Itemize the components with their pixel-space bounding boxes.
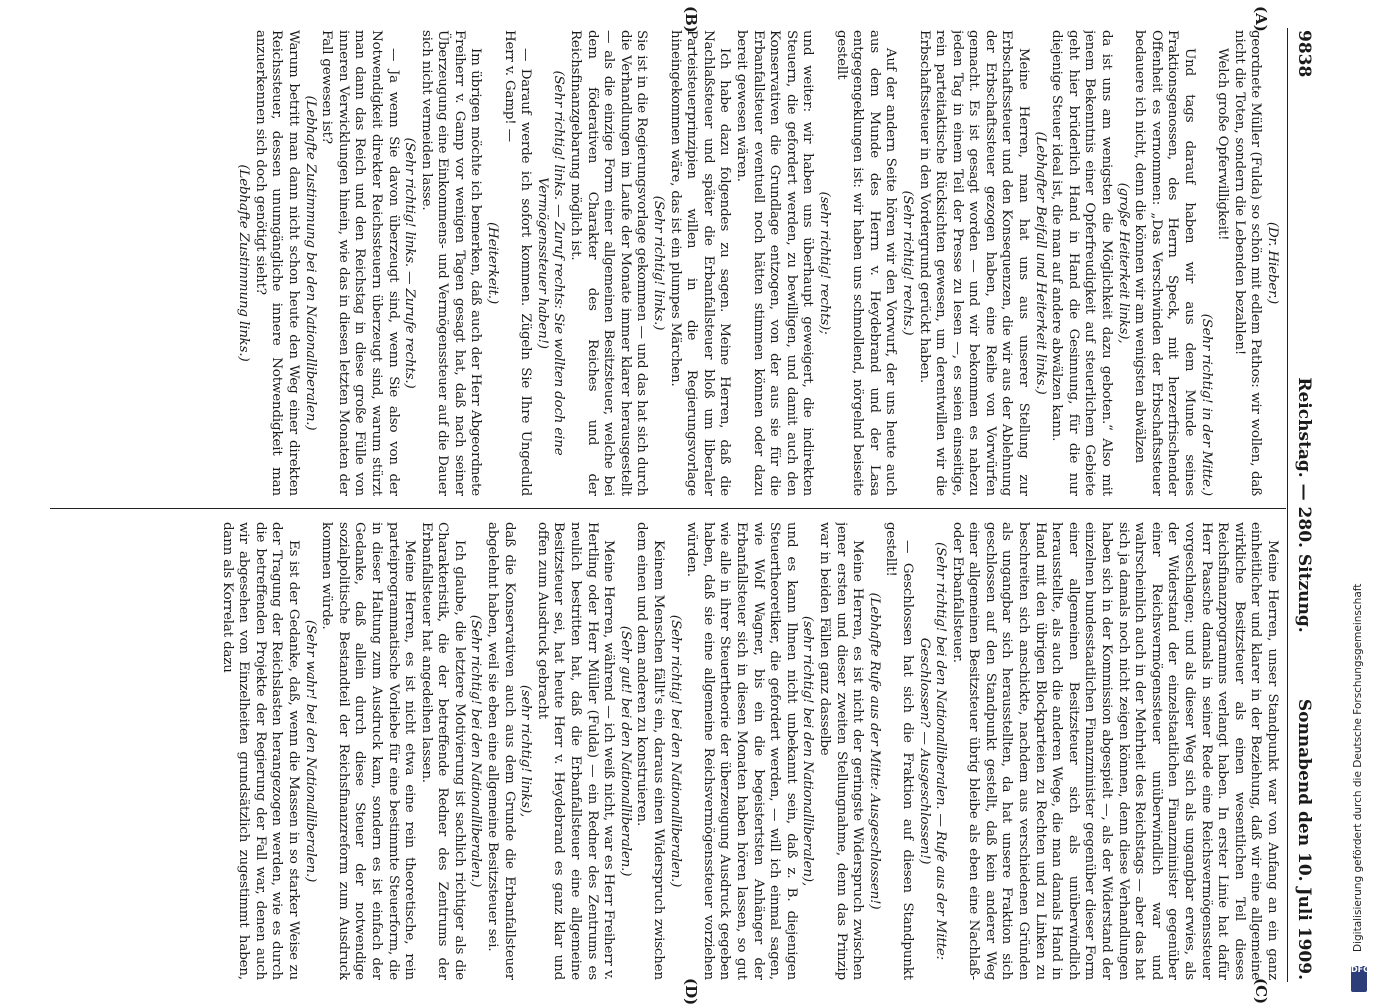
- left-column-interjection: (Lebhafter Beifall und Heiterkeit links.): [1032, 131, 1048, 395]
- left-column-paragraph: da ist uns am wenigsten die Möglichkeit dazu geboten.“ Also mit jenem Bekenntnis einer Opferfreudigkeit auf steuerlichem Gebiete geht hier brüderlich Hand in Hand die Gesinnung, für die nur diejenige Steuer ideal ist, die man auf andere abwälzen kann.: [1049, 30, 1115, 496]
- right-column-paragraph: und es kann Ihnen nicht unbekannt sein, daß z. B. diejenigen Steuertheoretiker, die gefordert werden, — will ich einmal sagen, wie Wolf Wagner, bis ein die begeistertsten Anhänger der Erbanfallsteuer sich in diesen Monaten haben hören lassen, so gut wie alle in ihrer Steuertheorie der überzeugung Ausdruck gegeben haben, daß sie eine allgemeine Reichsvermögenssteuer vorziehen würden.: [684, 522, 799, 980]
- left-column-interjection: (Dr. Hieber.): [1265, 221, 1280, 305]
- left-column-interjection: (Heiterkeit.): [485, 221, 501, 305]
- left-column-paragraph: Warum betritt man dann nicht schon heute den Weg einer direkten Reichssteuer, dessen unumgängliche innere Notwendigkeit man anzuerkennen sich doch genötigt sieht?: [252, 30, 301, 496]
- left-column-paragraph: — Ja wenn Sie davon überzeugt sind, wenn Sie also von der Notwendigkeit direkter Reichssteuern überzeugt sind, warum stürzt man dann das Reich und den Reichstag in diese große Fülle von inneren Verwicklungen hinein, wie das in diesen letzten Monaten der Fall gewesen ist?: [319, 30, 401, 496]
- header-rule: [1287, 28, 1288, 982]
- left-column-interjection: (Lebhafte Zustimmung bei den Nationalliberalen.): [302, 95, 318, 431]
- left-column-paragraph: Und tags darauf haben wir aus dem Munde seines Fraktionsgenossen, des Herrn Speck, mit herzerfrischender Offenheit es vernommen: „Das Verschwinden der Erbschaftssteuer bedauere ich nicht, denn die können wir am wenigsten abwälzen: [1132, 30, 1198, 496]
- credit-text: Digitalisierung gefördert durch die Deutsche Forschungsgemeinschaft: [1352, 583, 1364, 952]
- right-column-paragraph: Keinem Menschen fällt's ein, daraus einen Widerspruch zwischen dem einen und dem anderen zu konstruieren.: [634, 522, 667, 980]
- right-column-interjection: (Sehr wahr! bei den Nationalliberalen.): [302, 619, 318, 883]
- margin-letter-c: (C): [1252, 978, 1270, 1005]
- session-title: Reichstag. — 280. Sitzung.: [1294, 377, 1314, 633]
- column-divider: [50, 508, 1286, 509]
- left-column-interjection: (Sehr richtig! links. — Zuruf rechts: Sie wollten doch eine Vermögenssteuer haben!): [534, 70, 567, 456]
- left-column-paragraph: Auf der andern Seite hören wir den Vorwurf, der uns heute auch aus dem Munde des Herrn v. Heydebrand und der Lasa entgegengeklungen ist: wir haben uns schmollend, nörgelnd beiseite gestellt: [833, 30, 899, 496]
- margin-letter-d: (D): [682, 978, 700, 1005]
- left-column-interjection: (sehr richtig! rechts);: [816, 191, 832, 335]
- margin-letter-b: (B): [682, 6, 700, 33]
- right-column-paragraph: — Geschlossen hat sich die Fraktion auf diesen Standpunkt gestellt!: [883, 522, 915, 980]
- right-column-interjection: (sehr richtig! links),: [518, 684, 534, 818]
- page-number: 9838: [1294, 30, 1314, 78]
- left-column-interjection: (große Heiterkeit links),: [1115, 182, 1131, 344]
- left-column-paragraph: Meine Herren, man hat uns aus unserer Stellung zur Erbschaftssteuer und den Konsequenzen, die wir aus der Ablehnung der Erbschaftssteuer gezogen haben, eine Reihe von Vorwürfen gemacht. Es ist gesagt worden — und wir bekommen es nahezu jeden Tag in einem Teil der Presse zu lesen —, es seien einseitige, rein parteitaktische Rücksichten gewesen, um derentwillen wir die Erbschaftssteuer in den Vordergrund gerückt haben.: [916, 30, 1032, 496]
- right-column-interjection: (Sehr richtig! bei den Nationalliberalen.): [667, 614, 683, 888]
- left-column-paragraph: Sie ist in die Regierungsvorlage gekommen — und das hat sich durch die Verhandlungen im Laufe der Monate immer klarer herausgestellt — als die einzige Form einer allgemeinen Besitzsteuer, welche bei dem föderativen Charakter des Reiches und der Reichsfinanzgebarung möglich ist.: [568, 30, 650, 496]
- left-column-paragraph: — Darauf werde ich sofort kommen. Zügeln Sie Ihre Ungeduld Herr v. Gamp! —: [501, 30, 534, 496]
- left-column-paragraph: und weiter: wir haben uns überhaupt geweigert, die indirekten Steuern, die gefordert werden, zu bewilligen, und damit auch den Konservativen die Grundlage entzogen, von der aus sie für die Erbanfallsteuer eventuell noch hätten stimmen können oder dazu bereit gewesen wären.: [734, 30, 816, 496]
- left-column-paragraph: Ich habe dazu folgendes zu sagen. Meine Herren, daß die Nachlaßsteuer und später die Erbanfallsteuer bloß um liberaler Parteisteuerprinzipien willen in die Regierungsvorlage hineingekommen wäre, das ist ein plumpes Märchen.: [667, 30, 733, 496]
- right-column-interjection: (sehr richtig! bei den Nationalliberalen),: [800, 615, 816, 887]
- right-column-interjection: (Sehr richtig! bei den Nationalliberalen. — Rufe aus der Mitte: Geschlossen? — Ausgeschlossen!): [916, 542, 949, 960]
- margin-letter-a: (A): [1252, 6, 1270, 32]
- right-column-paragraph: Meine Herren, es ist nicht der geringste Widerspruch zwischen jener ersten und dieser zweiten Stellungnahme, denn das Prinzip war in beiden Fällen ganz dasselbe: [816, 522, 866, 980]
- left-column: [50, 30, 1280, 496]
- right-column-interjection: (Sehr gut! bei den Nationalliberalen.): [617, 625, 633, 877]
- page-header: [1288, 30, 1322, 980]
- document-page: [40, 0, 1330, 1005]
- left-column-interjection: (Sehr richtig! links. — Zurufe rechts.): [402, 137, 418, 389]
- left-column-interjection: (Lebhafte Zustimmung links.): [236, 164, 252, 362]
- right-column-paragraph: daß die Konservativen auch aus dem Grunde die Erbanfallsteuer abgelehnt haben, weil sie eben eine allgemeine Besitzsteuer sei.: [485, 522, 517, 980]
- right-column-paragraph: Meine Herren, während — ich weiß nicht, war es Herr Freiherr v. Hertling oder Herr Müller (Fulda) — ein Redner des Zentrums es neulich bestritten hat, daß die Erbanfallsteuer eine allgemeine Besitzsteuer sei, hat heute Herr v. Heydebrand es ganz klar und offen zum Ausdruck gebracht: [534, 522, 617, 980]
- right-column-interjection: (Sehr richtig! bei den Nationalliberalen.): [468, 614, 484, 888]
- left-column-interjection: (Sehr richtig! in der Mitte.): [1198, 313, 1214, 496]
- left-column-interjection: (Sehr richtig! rechts.): [899, 190, 915, 336]
- left-column-paragraph: Im übrigen möchte ich bemerken, daß auch der Herr Abgeordnete Freiherr v. Gamp vor wenigen Tagen gesagt hat, daß nach seiner Überzeugung eine Einkommens- und Vermögenssteuer auf die Dauer sich nicht vermeiden lasse.: [418, 30, 484, 496]
- session-date: Sonnabend den 10. Juli 1909.: [1294, 698, 1314, 980]
- right-column-paragraph: Meine Herren, unser Standpunkt war von Anfang an ein ganz einheitlicher und klarer in der Beziehung, daß wir eine allgemeine wirkliche Besitzsteuer als einen wesentlichen Teil dieses Reichsfinanzprogramms verlangt haben. In erster Linie hat dafür Herr Paasche damals in seiner Rede eine Reichsvermögenssteuer vorgeschlagen; und als dieser Weg sich als ungangbar erwies, als der Widerstand der einzelstaatlichen Finanzminister gegenüber einer Reichsvermögenssteuer unüberwindlich war und wahrscheinlich auch in der Mehrheit des Reichstags — aber das hat sich ja damals noch nicht zeigen können, denn diese Verhandlungen haben sich in der Kommission abgespielt —, als der Widerstand der einzelnen bundesstaatlichen Finanzminister gegenüber dieser Form einer allgemeinen Besitzsteuer sich als unüberwindlich herausstellte, als auch die anderen Wege, die man damals Hand in Hand mit den übrigen Blockparteien zu Rechten und zu Linken zu beschreiten sich anschickte, nachdem aus verschiedenen Gründen als ungangbar sich herausstellten, da hat unsere Fraktion sich geschlossen auf den Standpunkt gestellt, daß kein anderer Weg einer allgemeinen Besitzsteuer übrig bleibe als eben eine Nachlaß- oder Erbanfallsteuer.: [949, 522, 1280, 980]
- right-column-paragraph: Ich glaube, die letztere Motivierung ist sachlich richtiger als die Charakteristik, die der betreffende Redner des Zentrums der Erbanfallsteuer hat angedeihen lassen.: [418, 522, 467, 980]
- right-column: [50, 522, 1280, 980]
- left-column-paragraph: Welch große Opferwilligkeit!: [1215, 48, 1231, 241]
- dfg-logo-icon: DFG: [1351, 966, 1367, 992]
- left-column-interjection: (Sehr richtig! links.): [651, 195, 667, 331]
- right-column-interjection: (Lebhafte Rufe aus der Mitte: Ausgeschlossen!): [866, 592, 882, 910]
- right-column-paragraph: Meine Herren, es ist nicht etwa eine rein theoretische, rein parteiprogrammatische Vorliebe für eine bestimmte Steuerform, die in dieser Haltung zum Ausdruck kam, sondern es ist einfach der Gedanke, daß allein durch diese Steuer der notwendige sozialpolitische Bestandteil der Reichsfinanzreform zum Ausdruck kommen würde.: [319, 522, 418, 980]
- left-column-paragraph: geordnete Müller (Fulda) so schön mit edlem Pathos: wir wollen, daß nicht die Toten, sondern die Lebenden bezahlen!: [1231, 30, 1264, 496]
- digitization-credit: [1348, 0, 1372, 1000]
- right-column-paragraph: Es ist der Gedanke, daß, wenn die Massen in so starker Weise zu der Tragung der Reichslasten herangezogen werden, wie es durch die betreffenden Projekte der Regierung der Fall war, denen auch wir abgesehen von Einzelheiten grundsätzlich zugestimmt haben, dann als Korrelat dazu: [219, 522, 301, 980]
